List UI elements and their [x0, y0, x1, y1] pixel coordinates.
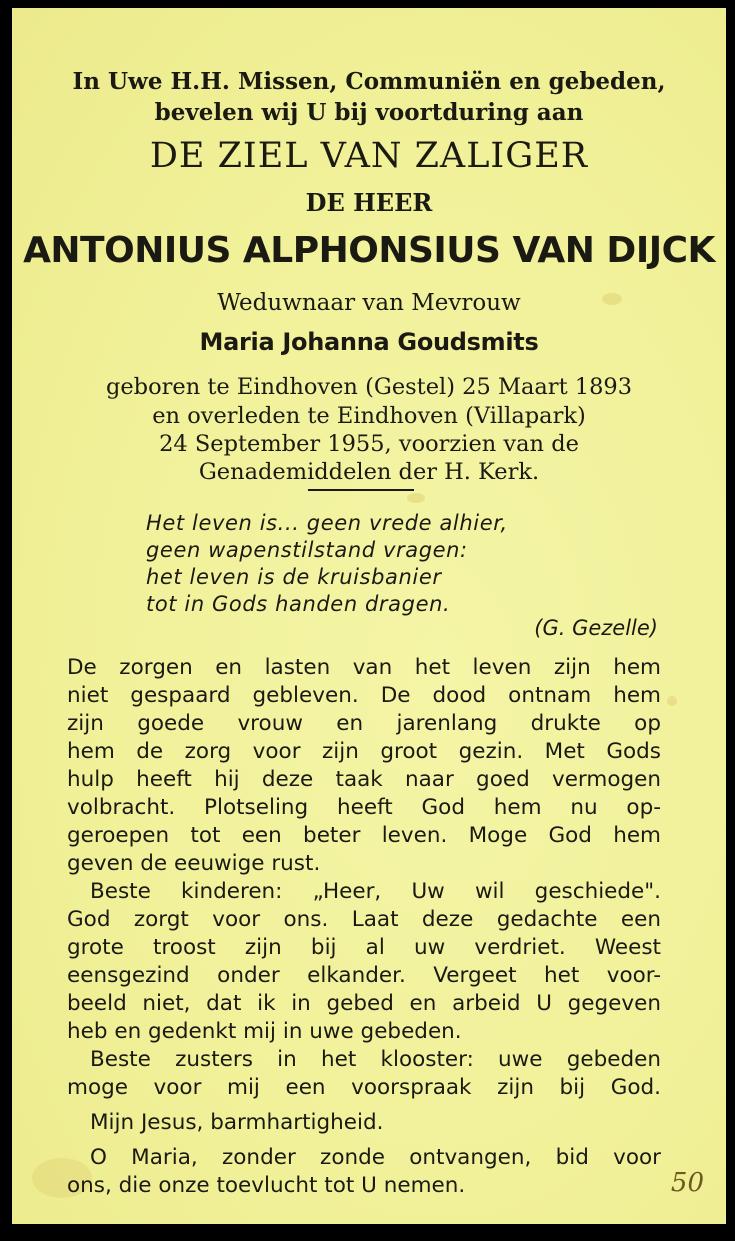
body-line: geroepen tot een beter leven. Moge God hem	[67, 823, 661, 848]
bio-line-3: 24 September 1955, voorzien van de	[159, 431, 579, 457]
prayer-line: ons, die onze toevlucht tot U nemen.	[67, 1173, 466, 1198]
poem-author: (G. Gezelle)	[534, 616, 658, 640]
body-line: volbracht. Plotseling heeft God hem nu op-	[67, 795, 661, 820]
intro-line-1: In Uwe H.H. Missen, Communiën en gebeden,	[72, 68, 666, 95]
bio-line-1: geboren te Eindhoven (Gestel) 25 Maart 1893	[105, 374, 633, 400]
poem-line-1: Het leven is... geen vrede alhier,	[146, 511, 508, 535]
intro-line-2: bevelen wij U bij voortduring aan	[154, 99, 584, 126]
stain	[407, 493, 425, 503]
deceased-name: ANTONIUS ALPHONSIUS VAN DIJCK	[23, 230, 715, 271]
bio-line-4: Genademiddelen der H. Kerk.	[198, 459, 540, 485]
widower-line: Weduwnaar van Mevrouw	[217, 290, 521, 316]
body-line: hem de zorg voor zijn groot gezin. Met Gods	[67, 739, 661, 764]
spouse-name: Maria Johanna Goudsmits	[199, 328, 539, 356]
title-heading: DE HEER	[305, 188, 433, 217]
body-line: grote troost zijn bij al uw verdriet. Weest	[67, 935, 661, 960]
body-line: eensgezind onder elkander. Vergeet het voor-	[67, 963, 661, 988]
poem-line-3: het leven is de kruisbanier	[146, 565, 442, 589]
memorial-card	[12, 8, 726, 1224]
soul-heading: DE ZIEL VAN ZALIGER	[149, 136, 589, 176]
body-line: zijn goede vrouw en jarenlang drukte op	[67, 711, 661, 736]
body-line: moge voor mij een voorspraak zijn bij God.	[67, 1075, 661, 1100]
body-line: hulp heeft hij deze taak naar goed vermogen	[67, 767, 661, 792]
body-line: De zorgen en lasten van het leven zijn hem	[67, 655, 661, 680]
prayer-line: Mijn Jesus, barmhartigheid.	[90, 1110, 384, 1135]
body-line: beeld niet, dat ik in gebed en arbeid U gegeven	[67, 991, 661, 1016]
divider	[308, 489, 414, 491]
body-line: God zorgt voor ons. Laat deze gedachte een	[67, 907, 661, 932]
body-line: niet gespaard gebleven. De dood ontnam hem	[67, 683, 661, 708]
body-line: Beste kinderen: „Heer, Uw wil geschiede".	[90, 879, 661, 904]
handwritten-number: 50	[670, 1168, 704, 1198]
poem-line-2: geen wapenstilstand vragen:	[146, 538, 468, 562]
stain	[667, 696, 677, 706]
body-line: heb en gedenkt mij in uwe gebeden.	[67, 1019, 462, 1044]
body-line: geven de eeuwige rust.	[67, 851, 321, 876]
bio-line-2: en overleden te Eindhoven (Villapark)	[152, 403, 586, 429]
prayer-line: O Maria, zonder zonde ontvangen, bid voor	[90, 1145, 661, 1170]
body-line: Beste zusters in het klooster: uwe gebeden	[90, 1047, 661, 1072]
poem-line-4: tot in Gods handen dragen.	[146, 592, 451, 616]
